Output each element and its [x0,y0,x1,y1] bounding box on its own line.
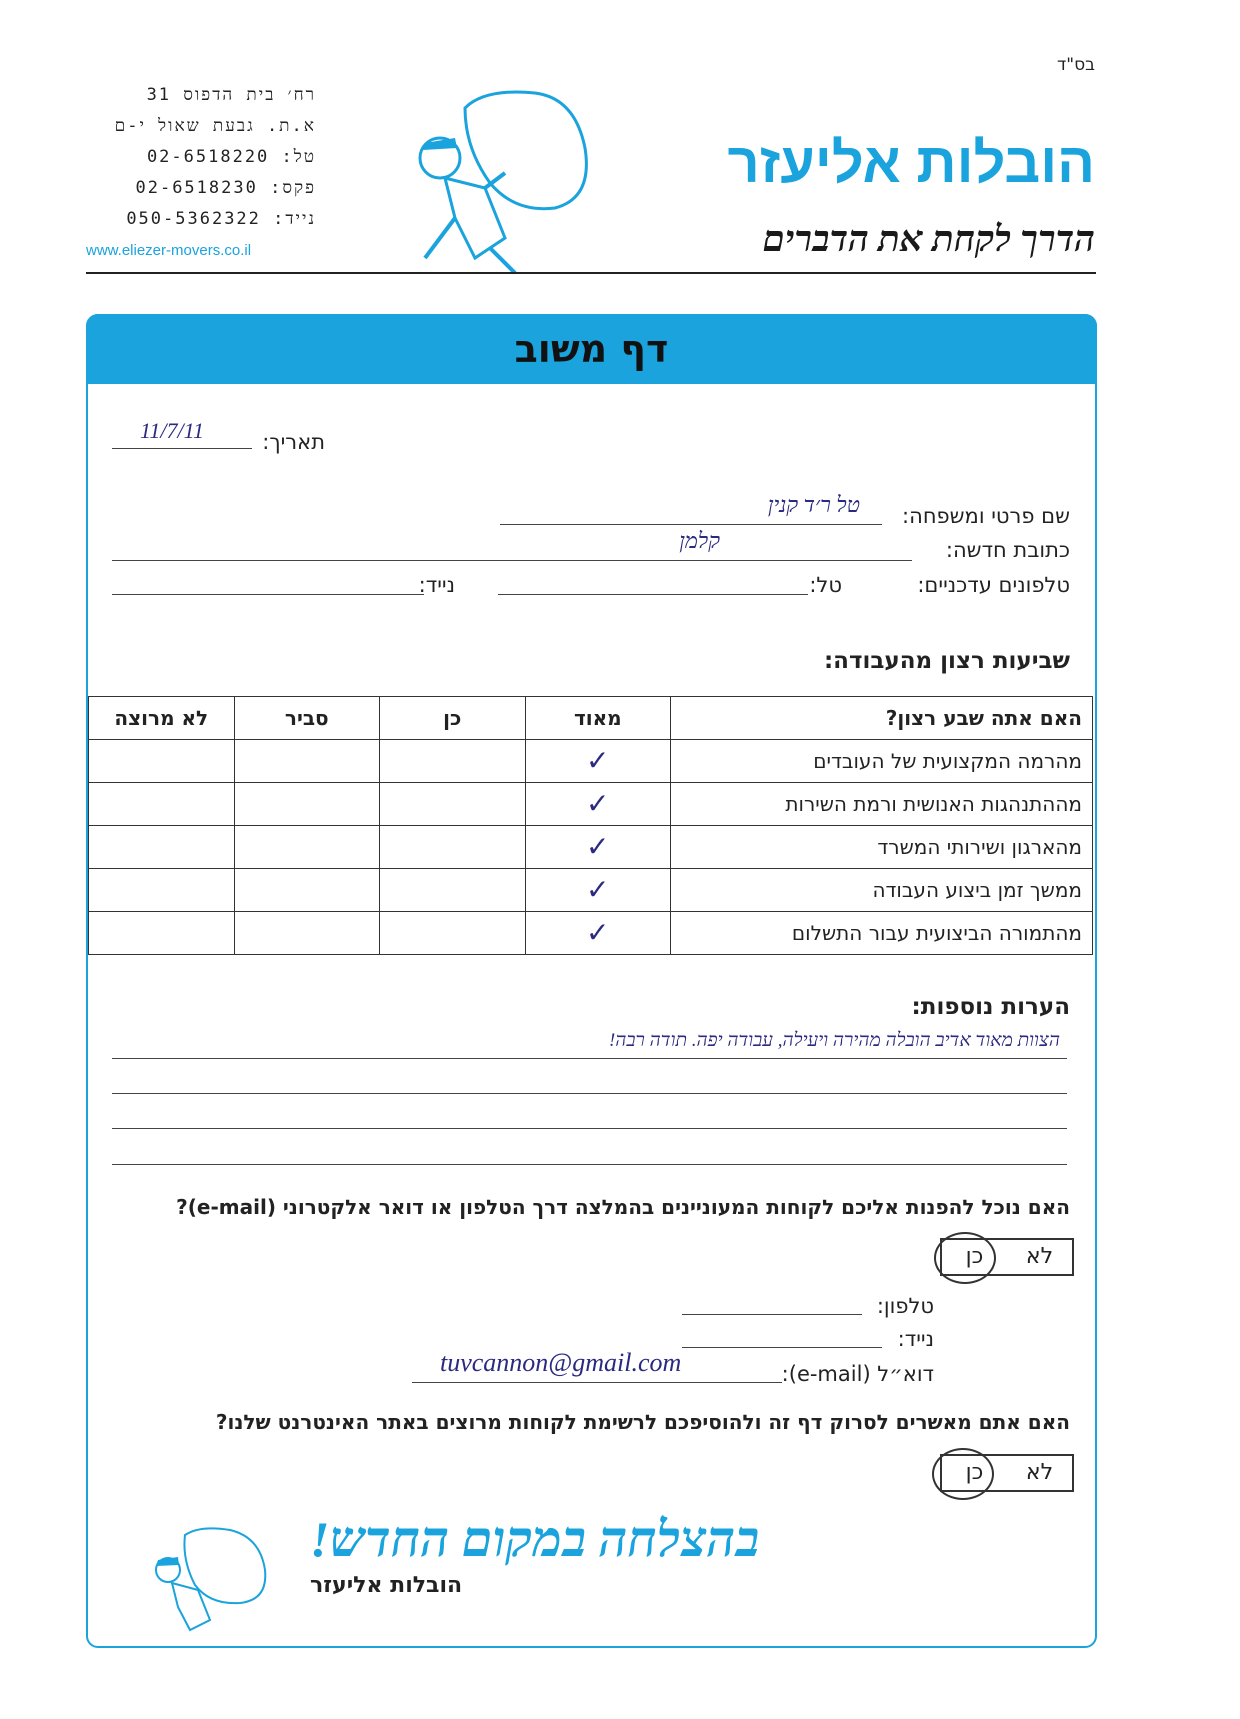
row-question: מהארגון ושירותי המשרד [671,826,1093,869]
checkbox-very[interactable]: ✓ [525,869,671,912]
column-header-unsatisfied: לא מרוצה [89,697,235,740]
name-label: שם פרטי ומשפחה: [902,504,1070,528]
satisfaction-table [88,696,1093,955]
selected-circle-mark [934,1232,996,1284]
referral-email-label: דוא״ל (e-mail): [781,1362,934,1386]
column-header-reasonable: סביר [234,697,380,740]
address-value[interactable]: קלמן [679,528,720,553]
checkbox-very[interactable]: ✓ [525,826,671,869]
notes-line[interactable] [112,1128,1067,1129]
checkbox-very[interactable]: ✓ [525,740,671,783]
contact-block [86,80,316,235]
checkbox-unsatisfied[interactable] [89,826,235,869]
checkbox-reasonable[interactable] [234,869,380,912]
referral-question: האם נוכל להפנות אליכם לקוחות המעוניינים בהמלצה דרך הטלפון או דואר אלקטרוני (e-mail)? [176,1195,1070,1219]
brand-slogan: הדרך לקחת את הדברים [762,219,1095,259]
referral-email-line[interactable] [412,1382,782,1383]
mobile-line[interactable] [112,594,424,595]
date-value[interactable]: 11/7/11 [140,418,204,443]
row-question: מהתמורה הביצועית עבור התשלום [671,912,1093,955]
table-header-row [89,697,1093,740]
address-label: כתובת חדשה: [945,538,1070,562]
tel-line[interactable] [498,594,808,595]
name-value[interactable]: טל ר׳ד קנין [767,492,860,517]
checkbox-unsatisfied[interactable] [89,783,235,826]
row-question: מההתנהגות האנושית ורמת השירות [671,783,1093,826]
column-header-question: האם אתה שבע רצון? [671,697,1093,740]
mover-mascot-small-icon [140,1525,275,1635]
satisfaction-heading: שביעות רצון מהעבודה: [823,648,1070,674]
checkbox-very[interactable]: ✓ [525,912,671,955]
contact-phone: טל: 02-6518220 [146,147,316,167]
header-divider [86,272,1096,274]
selected-circle-mark [932,1448,994,1500]
closing-wish: בהצלחה במקום החדש! [310,1511,760,1567]
referral-phone-label: טלפון: [876,1294,934,1318]
name-line [500,524,882,525]
checkbox-reasonable[interactable] [234,783,380,826]
checkbox-yes[interactable] [380,783,526,826]
phones-label: טלפונים עדכניים: [917,573,1070,597]
scan-consent-yes-option[interactable]: כן [965,1460,984,1485]
form-title-banner [86,314,1097,384]
date-line [112,448,252,449]
referral-no-option[interactable]: לא [1025,1244,1054,1269]
table-row [89,869,1093,912]
referral-phone-line[interactable] [682,1314,862,1315]
notes-handwritten[interactable]: הצוות מאוד אדיב הובלה מהירה ויעילה, עבודה יפה. תודה רבה! [608,1030,1060,1051]
checkbox-very[interactable]: ✓ [525,783,671,826]
contact-mobile: נייד: 050-5362322 [126,209,316,229]
contact-area: א.ת. גבעת שאול י-ם [114,116,316,136]
address-line [112,560,912,561]
row-question: מהרמה המקצועית של העובדים [671,740,1093,783]
mover-mascot-logo [395,88,615,278]
contact-fax: פקס: 02-6518230 [135,178,316,198]
website-link[interactable]: www.eliezer-movers.co.il [86,242,252,259]
notes-line[interactable] [112,1164,1067,1165]
checkbox-reasonable[interactable] [234,912,380,955]
column-header-yes: כן [380,697,526,740]
checkbox-yes[interactable] [380,912,526,955]
checkbox-reasonable[interactable] [234,740,380,783]
referral-yes-option[interactable]: כן [965,1244,984,1269]
scan-consent-question: האם אתם מאשרים לסרוק דף זה ולהוסיפכם לרשימת לקוחות מרוצים באתר האינטרנט שלנו? [215,1410,1070,1434]
checkbox-yes[interactable] [380,826,526,869]
scan-consent-no-option[interactable]: לא [1025,1460,1054,1485]
notes-line[interactable] [112,1058,1067,1059]
checkbox-yes[interactable] [380,869,526,912]
bsd-mark: בס"ד [1057,55,1095,75]
row-question: ממשך זמן ביצוע העבודה [671,869,1093,912]
checkbox-reasonable[interactable] [234,826,380,869]
form-title: דף משוב [514,327,669,371]
table-row [89,740,1093,783]
notes-line[interactable] [112,1093,1067,1094]
referral-email-value[interactable]: tuvcannon@gmail.com [440,1348,682,1377]
table-row [89,783,1093,826]
checkbox-unsatisfied[interactable] [89,740,235,783]
column-header-very: מאוד [525,697,671,740]
table-row [89,826,1093,869]
contact-address: רח׳ בית הדפוס 31 [146,85,316,105]
checkbox-unsatisfied[interactable] [89,869,235,912]
checkbox-yes[interactable] [380,740,526,783]
date-label: תאריך: [262,430,325,454]
referral-mobile-line[interactable] [682,1347,882,1348]
mobile-label: נייד: [418,573,455,597]
footer-brand-name: הובלות אליעזר [310,1573,463,1598]
tel-label: טל: [809,573,842,597]
checkbox-unsatisfied[interactable] [89,912,235,955]
brand-name: הובלות אליעזר [727,131,1095,194]
table-row [89,912,1093,955]
referral-mobile-label: נייד: [897,1327,934,1351]
notes-heading: הערות נוספות: [911,994,1070,1020]
